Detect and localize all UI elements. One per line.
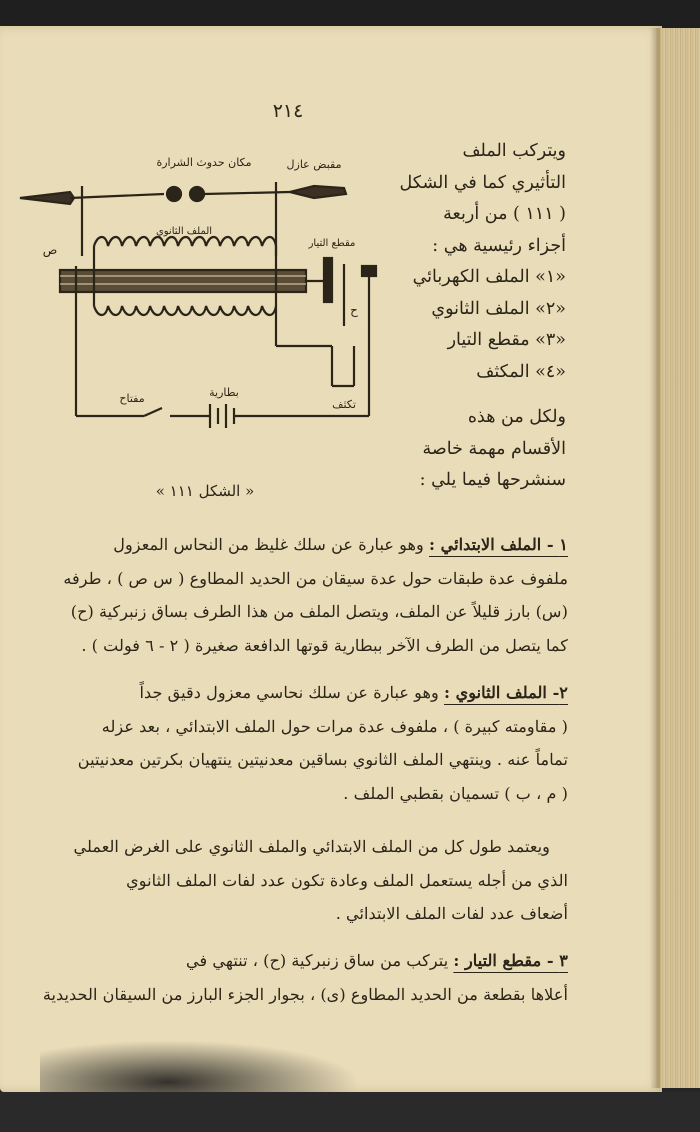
section-heading: ٣ - مقطع التيار : bbox=[453, 951, 568, 970]
paragraph-line: كما يتصل من الطرف الآخر ببطارية قوتها الدافعة صغيرة ( ٢ - ٦ فولت ) . bbox=[81, 635, 568, 655]
figure-caption: « الشكل ١١١ » bbox=[155, 482, 255, 500]
intro-line: الأقسام مهمة خاصة bbox=[422, 438, 566, 459]
intro-line: ولكل من هذه bbox=[467, 407, 566, 427]
paragraph-line: الذي من أجله يستعمل الملف وعادة تكون عدد لفات الملف الثانوي bbox=[126, 870, 568, 890]
label-battery: بطارية bbox=[209, 386, 239, 399]
paragraph-line: ملفوف عدة طبقات حول عدة سيقان من الحديد المطاوع ( س ص ) ، طرفه bbox=[63, 568, 568, 588]
paragraph-line: وهو عبارة عن سلك غليظ من النحاس المعزول bbox=[113, 535, 430, 554]
intro-line: ويتركب الملف bbox=[462, 141, 566, 161]
label-spark-location: مكان حدوث الشرارة bbox=[156, 156, 252, 169]
label-switch: مفتاح bbox=[119, 392, 145, 405]
intro-line: سنشرحها فيما يلي : bbox=[419, 470, 566, 490]
paragraph-line: يتركب من ساق زنبركية (ح) ، تنتهي في bbox=[186, 951, 454, 970]
section-heading: ٢- الملف الثانوي : bbox=[444, 683, 568, 702]
paragraph-line: ويعتمد طول كل من الملف الابتدائي والملف الثانوي على الغرض العملي bbox=[73, 837, 550, 856]
intro-line: ( ١١١ ) من أربعة bbox=[443, 204, 566, 224]
label-breaker: مقطع التيار bbox=[308, 238, 356, 249]
paragraph-line: أعلاها بقطعة من الحديد المطاوع (ى) ، بجوار الجزء البارز من السيقان الحديدية bbox=[42, 984, 568, 1004]
paragraph-line: ( م ، ب ) تسميان بقطبي الملف . bbox=[343, 783, 568, 803]
section-primary-coil bbox=[20, 528, 568, 662]
scan-bottom-border bbox=[0, 1092, 700, 1132]
label-insulated-handle: مقبض عازل bbox=[286, 158, 342, 171]
gutter-shadow bbox=[650, 28, 660, 1088]
intro-line: «١» الملف الكهربائي bbox=[412, 267, 566, 287]
intro-line: أجزاء رئيسية هي : bbox=[432, 235, 566, 256]
intro-line: «٤» المكثف bbox=[476, 361, 566, 382]
paragraph-line: ( مقاومته كبيرة ) ، ملفوف عدة مرات حول الملف الابتدائي ، بعد عزله bbox=[101, 716, 568, 736]
section-secondary-coil bbox=[20, 676, 568, 810]
intro-line: التأثيري كما في الشكل bbox=[399, 172, 566, 193]
page-number: ٢١٤ bbox=[272, 100, 304, 122]
paragraph-line: تماماً عنه . وينتهي الملف الثانوي بساقين معدنيتين ينتهيان بكرتين معدنيتين bbox=[77, 750, 568, 769]
section-current-breaker bbox=[20, 944, 568, 1011]
scan-top-border bbox=[0, 0, 700, 28]
paragraph-line: (س) بارز قليلاً عن الملف، ويتصل الملف من هذا الطرف بساق زنبركية (ح) bbox=[70, 602, 568, 621]
intro-line: «٣» مقطع التيار bbox=[447, 330, 566, 350]
intro-column bbox=[378, 136, 566, 497]
intro-line: «٢» الملف الثانوي bbox=[431, 298, 566, 319]
label-capacitor: تكثف bbox=[332, 398, 356, 411]
paragraph-line: وهو عبارة عن سلك نحاسي معزول دقيق جداً bbox=[139, 683, 444, 702]
paragraph-line: أضعاف عدد لفات الملف الابتدائي . bbox=[335, 904, 568, 923]
section-coil-length bbox=[20, 830, 568, 931]
label-secondary-coil: الملف الثانوي bbox=[155, 226, 213, 237]
label-point-h: ح bbox=[350, 303, 358, 317]
label-point-s: ص bbox=[42, 243, 58, 257]
section-heading: ١ - الملف الابتدائي : bbox=[429, 535, 568, 554]
page-stack-edge bbox=[656, 28, 700, 1088]
induction-coil-diagram bbox=[14, 146, 384, 486]
